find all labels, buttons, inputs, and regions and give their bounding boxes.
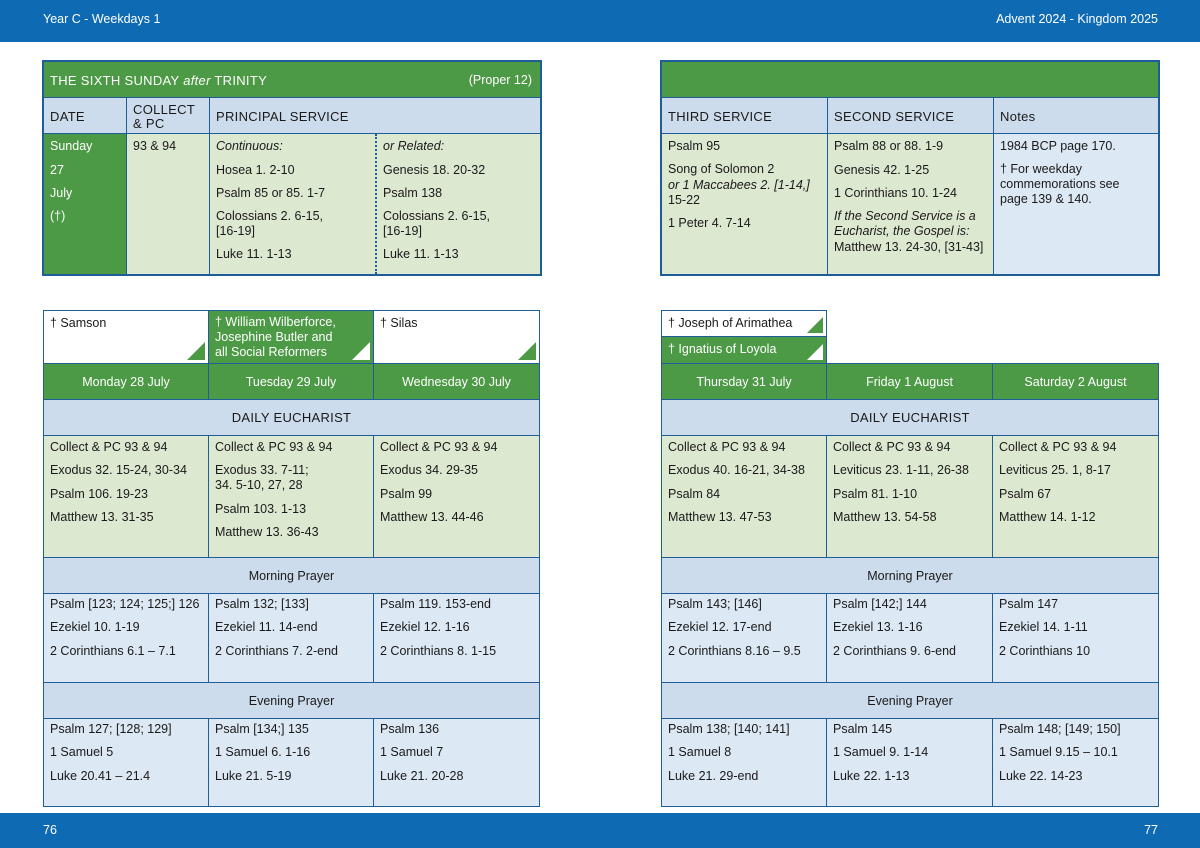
day-header-tuesday: Tuesday 29 July bbox=[208, 363, 374, 400]
day-header-thursday: Thursday 31 July bbox=[661, 363, 827, 400]
morning-prayer-header-right: Morning Prayer bbox=[661, 557, 1159, 594]
day-header-monday: Monday 28 July bbox=[43, 363, 209, 400]
page-number-right: 77 bbox=[1144, 823, 1158, 837]
day-header-saturday: Saturday 2 August bbox=[992, 363, 1159, 400]
eucharist-thursday: Collect & PC 93 & 94 Exodus 40. 16-21, 34-38 Psalm 84 Matthew 13. 47-53 bbox=[661, 435, 827, 558]
second-service-header: SECOND SERVICE bbox=[827, 97, 994, 134]
sunday-collect-cell: 93 & 94 bbox=[126, 133, 210, 275]
green-corner-marker bbox=[807, 317, 823, 333]
eucharist-wednesday: Collect & PC 93 & 94 Exodus 34. 29-35 Psalm 99 Matthew 13. 44-46 bbox=[373, 435, 540, 558]
day-header-wednesday: Wednesday 30 July bbox=[373, 363, 540, 400]
evening-saturday: Psalm 148; [149; 150] 1 Samuel 9.15 – 10.1 Luke 22. 14-23 bbox=[992, 718, 1159, 807]
third-service-header: THIRD SERVICE bbox=[661, 97, 828, 134]
collect-header: COLLECT & PC bbox=[126, 97, 210, 134]
daily-eucharist-header: DAILY EUCHARIST bbox=[43, 399, 540, 436]
header-left-text: Year C - Weekdays 1 bbox=[43, 12, 161, 26]
morning-monday: Psalm [123; 124; 125;] 126 Ezekiel 10. 1-19 2 Corinthians 6.1 – 7.1 bbox=[43, 593, 209, 683]
continuous-readings: Continuous: Hosea 1. 2-10 Psalm 85 or 85. 1-7 Colossians 2. 6-15, [16-19] Luke 11. 1-13 bbox=[216, 139, 326, 261]
morning-wednesday: Psalm 119. 153-end Ezekiel 12. 1-16 2 Corinthians 8. 1-15 bbox=[373, 593, 540, 683]
morning-friday: Psalm [142;] 144 Ezekiel 13. 1-16 2 Corinthians 9. 6-end bbox=[826, 593, 993, 683]
morning-tuesday: Psalm 132; [133] Ezekiel 11. 14-end 2 Corinthians 7. 2-end bbox=[208, 593, 374, 683]
white-corner-marker bbox=[352, 342, 370, 360]
evening-prayer-header-right: Evening Prayer bbox=[661, 682, 1159, 719]
second-service-cell: Psalm 88 or 88. 1-9 Genesis 42. 1-25 1 Corinthians 10. 1-24 If the Second Service is a Eucharist, the Gospel is: Matthew 13. 24-30, [31-43] bbox=[827, 133, 994, 275]
morning-saturday: Psalm 147 Ezekiel 14. 1-11 2 Corinthians 10 bbox=[992, 593, 1159, 683]
green-corner-marker bbox=[518, 342, 536, 360]
evening-monday: Psalm 127; [128; 129] 1 Samuel 5 Luke 20.41 – 21.4 bbox=[43, 718, 209, 807]
evening-prayer-header: Evening Prayer bbox=[43, 682, 540, 719]
related-readings: or Related: Genesis 18. 20-32 Psalm 138 Colossians 2. 6-15, [16-19] Luke 11. 1-13 bbox=[375, 134, 541, 274]
page-header-band bbox=[0, 0, 1200, 42]
commemoration-thursday-1: † Joseph of Arimathea bbox=[661, 310, 827, 337]
morning-thursday: Psalm 143; [146] Ezekiel 12. 17-end 2 Corinthians 8.16 – 9.5 bbox=[661, 593, 827, 683]
principal-service-header: PRINCIPAL SERVICE bbox=[209, 97, 541, 134]
sunday-date-cell: Sunday 27 July (†) bbox=[43, 133, 127, 275]
white-corner-marker bbox=[807, 344, 823, 360]
page-footer-band bbox=[0, 813, 1200, 848]
sunday-title-bar bbox=[43, 61, 541, 98]
proper-label: (Proper 12) bbox=[468, 73, 532, 87]
eucharist-friday: Collect & PC 93 & 94 Leviticus 23. 1-11, 26-38 Psalm 81. 1-10 Matthew 13. 54-58 bbox=[826, 435, 993, 558]
evening-thursday: Psalm 138; [140; 141] 1 Samuel 8 Luke 21. 29-end bbox=[661, 718, 827, 807]
notes-cell: 1984 BCP page 170. † For weekday commemorations see page 139 & 140. bbox=[993, 133, 1159, 275]
header-right-text: Advent 2024 - Kingdom 2025 bbox=[996, 12, 1158, 26]
evening-friday: Psalm 145 1 Samuel 9. 1-14 Luke 22. 1-13 bbox=[826, 718, 993, 807]
morning-prayer-header: Morning Prayer bbox=[43, 557, 540, 594]
daily-eucharist-header-right: DAILY EUCHARIST bbox=[661, 399, 1159, 436]
commemoration-tuesday: † William Wilberforce, Josephine Butler and all Social Reformers bbox=[208, 310, 374, 364]
eucharist-tuesday: Collect & PC 93 & 94 Exodus 33. 7-11; 34. 5-10, 27, 28 Psalm 103. 1-13 Matthew 13. 36-43 bbox=[208, 435, 374, 558]
third-service-cell: Psalm 95 Song of Solomon 2 or 1 Maccabees 2. [1-14,] 15-22 1 Peter 4. 7-14 bbox=[661, 133, 828, 275]
evening-tuesday: Psalm [134;] 135 1 Samuel 6. 1-16 Luke 21. 5-19 bbox=[208, 718, 374, 807]
evening-wednesday: Psalm 136 1 Samuel 7 Luke 21. 20-28 bbox=[373, 718, 540, 807]
sunday-title-bar-right bbox=[661, 61, 1159, 98]
commemoration-thursday-2: † Ignatius of Loyola bbox=[661, 336, 827, 364]
page-number-left: 76 bbox=[43, 823, 57, 837]
commemoration-monday: † Samson bbox=[43, 310, 209, 364]
notes-header: Notes bbox=[993, 97, 1159, 134]
green-corner-marker bbox=[187, 342, 205, 360]
day-header-friday: Friday 1 August bbox=[826, 363, 993, 400]
sunday-title: THE SIXTH SUNDAY after TRINITY bbox=[50, 73, 268, 88]
eucharist-monday: Collect & PC 93 & 94 Exodus 32. 15-24, 30-34 Psalm 106. 19-23 Matthew 13. 31-35 bbox=[43, 435, 209, 558]
sunday-principal-cell bbox=[209, 133, 541, 275]
date-header: DATE bbox=[43, 97, 127, 134]
eucharist-saturday: Collect & PC 93 & 94 Leviticus 25. 1, 8-17 Psalm 67 Matthew 14. 1-12 bbox=[992, 435, 1159, 558]
commemoration-wednesday: † Silas bbox=[373, 310, 540, 364]
